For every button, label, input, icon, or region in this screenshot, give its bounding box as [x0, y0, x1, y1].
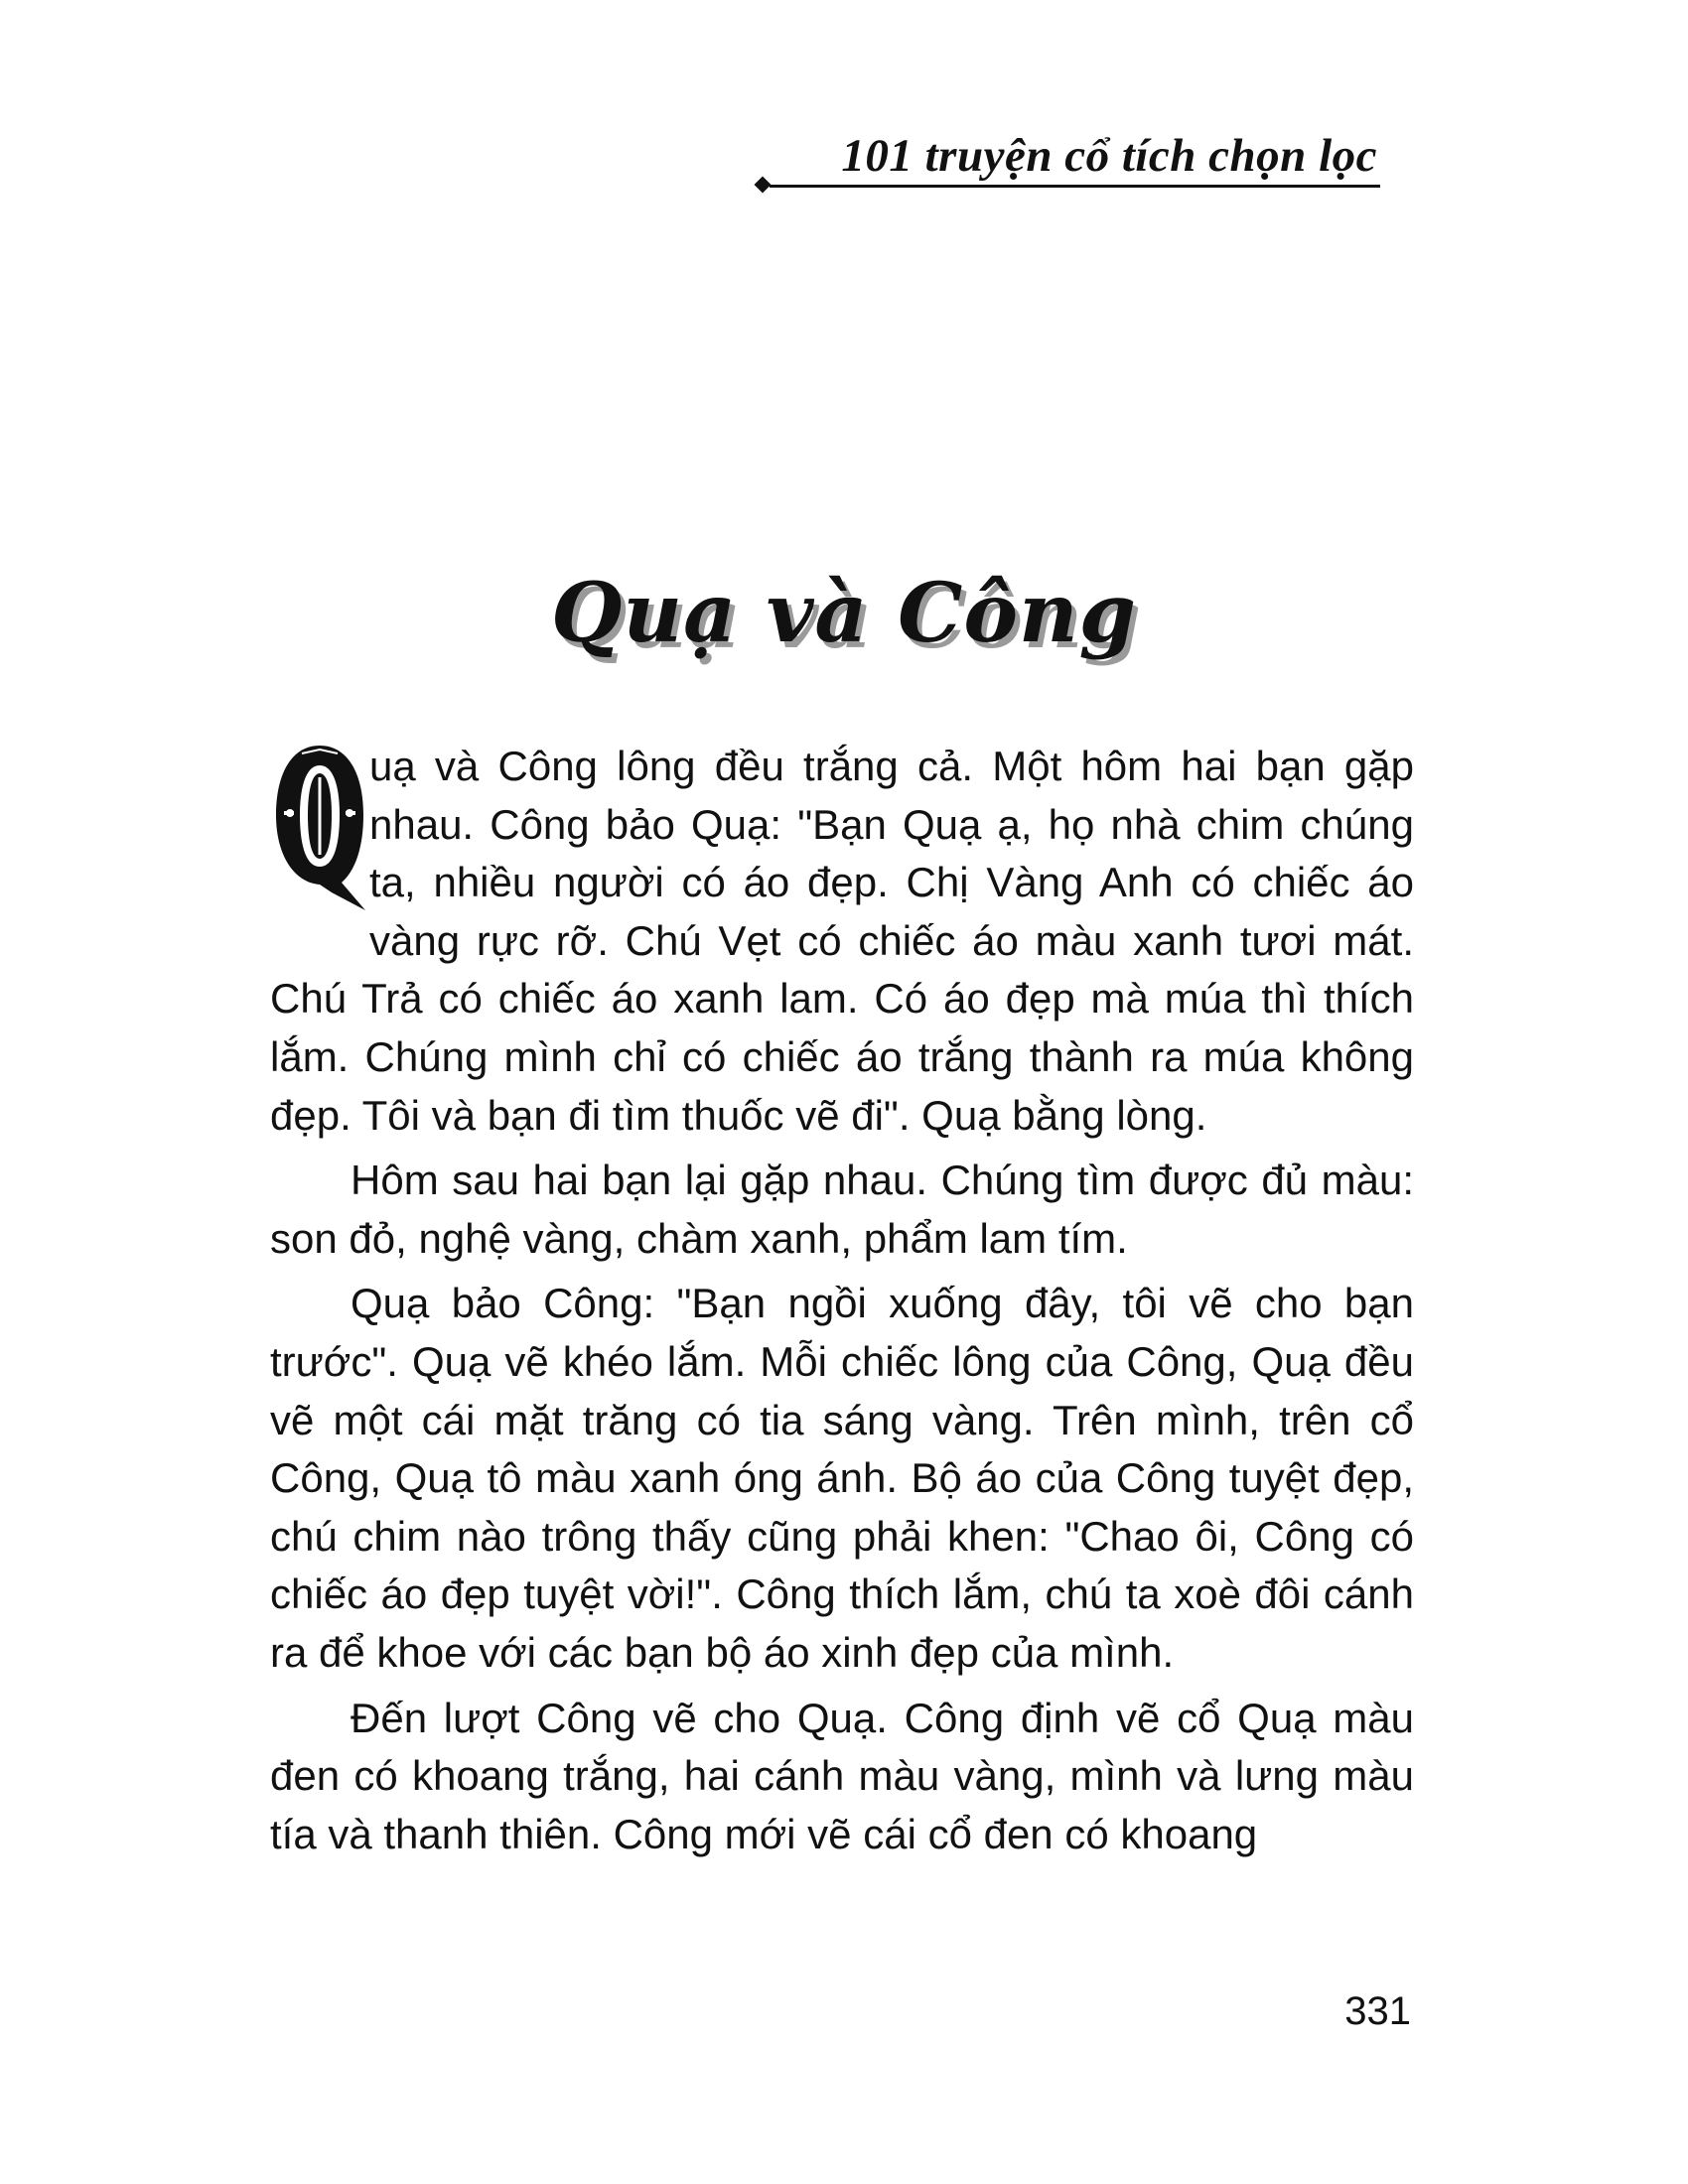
story-title: Quạ và Công: [551, 565, 1137, 661]
running-header-book-title: 101 truyện cổ tích chọn lọc: [841, 130, 1377, 182]
paragraph-1: [270, 738, 1414, 1145]
header-rule: [770, 185, 1380, 188]
drop-cap-ornament-icon: [270, 744, 369, 912]
page-number: 331: [1344, 1989, 1411, 2033]
story-body: [270, 738, 1414, 1870]
header-diamond-ornament: [755, 177, 772, 194]
paragraph-3: Quạ bảo Công: "Bạn ngồi xuống đây, tôi vẽ cho bạn trước". Quạ vẽ khéo lắm. Mỗi chiếc lông của Công, Quạ đều vẽ một cái mặt trăng có tia sáng vàng. Trên mình, trên cổ Công, Quạ tô màu xanh óng ánh. Bộ áo của Công tuyệt đẹp, chú chim nào trông thấy cũng phải khen: "Chao ôi, Công có chiếc áo đẹp tuyệt vời!". Công thích lắm, chú ta xoè đôi cánh ra để khoe với các bạn bộ áo xinh đẹp của mình.: [270, 1280, 1414, 1676]
paragraph-2: Hôm sau hai bạn lại gặp nhau. Chúng tìm được đủ màu: son đỏ, nghệ vàng, chàm xanh, phẩm lam tím.: [270, 1157, 1414, 1262]
paragraph-1-text: uạ và Công lông đều trắng cả. Một hôm hai bạn gặp nhau. Công bảo Quạ: "Bạn Quạ ạ, họ nhà chim chúng ta, nhiều người có áo đẹp. Chị Vàng Anh có chiếc áo vàng rực rỡ. Chú Vẹt có chiếc áo màu xanh tươi mát. Chú Trả có chiếc áo xanh lam. Có áo đẹp mà múa thì thích lắm. Chúng mình chỉ có chiếc áo trắng thành ra múa không đẹp. Tôi và bạn đi tìm thuốc vẽ đi". Quạ bằng lòng.: [270, 743, 1414, 1139]
drop-cap-q: [270, 744, 369, 912]
paragraph-4: Đến lượt Công vẽ cho Quạ. Công định vẽ cổ Quạ màu đen có khoang trắng, hai cánh màu vàng, mình và lưng màu tía và thanh thiên. Công mới vẽ cái cổ đen có khoang: [270, 1694, 1414, 1857]
